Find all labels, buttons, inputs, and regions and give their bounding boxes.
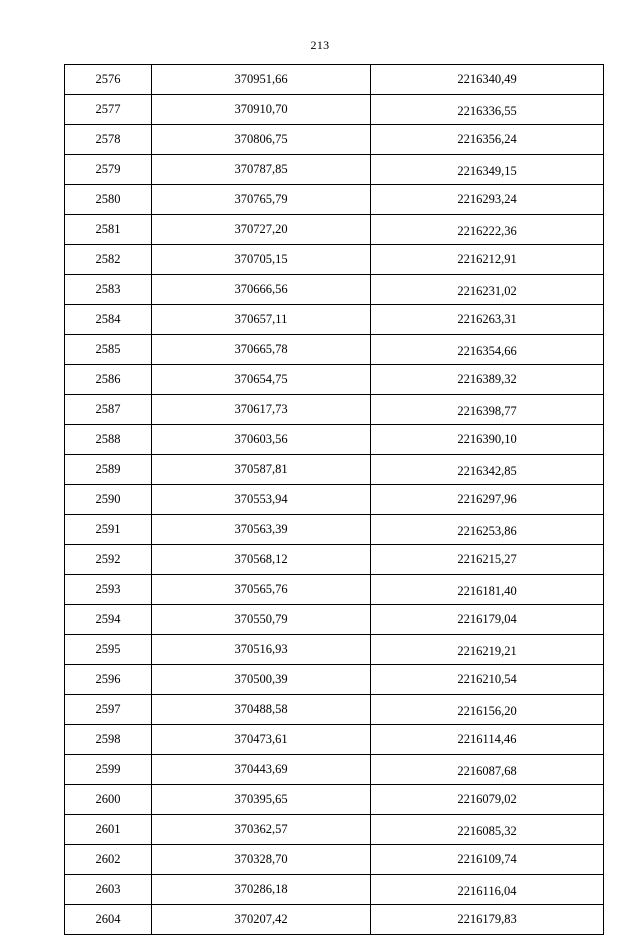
- cell-value-b: 2216389,32: [371, 365, 604, 395]
- cell-value-b: 2216349,15: [371, 157, 604, 187]
- table-row: [65, 545, 604, 575]
- table-row: [65, 305, 604, 335]
- cell-index: 2586: [65, 365, 152, 395]
- cell-value-a: 370328,70: [152, 845, 371, 875]
- cell-value-a: 370666,56: [152, 275, 371, 305]
- cell-value-b: 2216114,46: [371, 725, 604, 755]
- cell-index: 2598: [65, 725, 152, 755]
- cell-value-b: 2216231,02: [371, 277, 604, 307]
- table-row: [65, 275, 604, 305]
- cell-value-a: 370362,57: [152, 815, 371, 845]
- cell-index: 2593: [65, 575, 152, 605]
- cell-index: 2596: [65, 665, 152, 695]
- table-row: [65, 365, 604, 395]
- cell-value-a: 370550,79: [152, 605, 371, 635]
- cell-index: 2576: [65, 65, 152, 95]
- cell-value-a: 370553,94: [152, 485, 371, 515]
- table-body: [65, 65, 604, 935]
- table-row: [65, 695, 604, 725]
- cell-index: 2582: [65, 245, 152, 275]
- cell-value-a: 370488,58: [152, 695, 371, 725]
- cell-value-a: 370500,39: [152, 665, 371, 695]
- cell-value-b: 2216354,66: [371, 337, 604, 367]
- cell-value-a: 370654,75: [152, 365, 371, 395]
- cell-index: 2600: [65, 785, 152, 815]
- table-row: [65, 845, 604, 875]
- coordinates-table: [64, 64, 604, 935]
- cell-index: 2587: [65, 395, 152, 425]
- cell-index: 2584: [65, 305, 152, 335]
- cell-value-a: 370395,65: [152, 785, 371, 815]
- cell-value-b: 2216116,04: [371, 877, 604, 907]
- cell-value-a: 370787,85: [152, 155, 371, 185]
- table-row: [65, 335, 604, 365]
- cell-index: 2577: [65, 95, 152, 125]
- table-row: [65, 215, 604, 245]
- cell-index: 2578: [65, 125, 152, 155]
- table-row: [65, 785, 604, 815]
- table-row: [65, 725, 604, 755]
- cell-index: 2592: [65, 545, 152, 575]
- cell-value-b: 2216293,24: [371, 185, 604, 215]
- table-row: [65, 665, 604, 695]
- cell-value-b: 2216087,68: [371, 757, 604, 787]
- cell-index: 2594: [65, 605, 152, 635]
- cell-index: 2590: [65, 485, 152, 515]
- table-row: [65, 815, 604, 845]
- cell-value-b: 2216219,21: [371, 637, 604, 667]
- cell-index: 2581: [65, 215, 152, 245]
- cell-value-b: 2216109,74: [371, 845, 604, 875]
- table-row: [65, 515, 604, 545]
- cell-index: 2585: [65, 335, 152, 365]
- cell-index: 2599: [65, 755, 152, 785]
- table-row: [65, 875, 604, 905]
- table-row: [65, 425, 604, 455]
- table-row: [65, 125, 604, 155]
- table-row: [65, 395, 604, 425]
- cell-value-a: 370910,70: [152, 95, 371, 125]
- cell-value-a: 370443,69: [152, 755, 371, 785]
- cell-value-a: 370563,39: [152, 515, 371, 545]
- cell-value-b: 2216179,83: [371, 905, 604, 935]
- cell-index: 2595: [65, 635, 152, 665]
- table-row: [65, 155, 604, 185]
- cell-value-b: 2216263,31: [371, 305, 604, 335]
- cell-index: 2589: [65, 455, 152, 485]
- cell-value-b: 2216253,86: [371, 517, 604, 547]
- cell-value-a: 370603,56: [152, 425, 371, 455]
- page-margin-line: [10, 0, 11, 905]
- cell-value-a: 370207,42: [152, 905, 371, 935]
- cell-value-a: 370587,81: [152, 455, 371, 485]
- cell-value-b: 2216340,49: [371, 65, 604, 95]
- cell-value-b: 2216212,91: [371, 245, 604, 275]
- cell-value-a: 370657,11: [152, 305, 371, 335]
- cell-value-b: 2216210,54: [371, 665, 604, 695]
- cell-value-b: 2216085,32: [371, 817, 604, 847]
- table-row: [65, 95, 604, 125]
- table-row: [65, 455, 604, 485]
- cell-index: 2601: [65, 815, 152, 845]
- table-row: [65, 245, 604, 275]
- cell-value-a: 370665,78: [152, 335, 371, 365]
- cell-value-b: 2216356,24: [371, 125, 604, 155]
- cell-value-a: 370765,79: [152, 185, 371, 215]
- cell-value-a: 370568,12: [152, 545, 371, 575]
- cell-value-b: 2216079,02: [371, 785, 604, 815]
- cell-value-a: 370473,61: [152, 725, 371, 755]
- cell-index: 2580: [65, 185, 152, 215]
- cell-index: 2602: [65, 845, 152, 875]
- cell-index: 2583: [65, 275, 152, 305]
- table-row: [65, 485, 604, 515]
- table-row: [65, 575, 604, 605]
- cell-value-b: 2216179,04: [371, 605, 604, 635]
- page-number: 213: [310, 38, 330, 52]
- cell-value-b: 2216156,20: [371, 697, 604, 727]
- cell-index: 2603: [65, 875, 152, 905]
- coordinates-table-container: [64, 64, 576, 935]
- cell-value-b: 2216336,55: [371, 97, 604, 127]
- cell-value-a: 370727,20: [152, 215, 371, 245]
- cell-index: 2579: [65, 155, 152, 185]
- cell-value-a: 370565,76: [152, 575, 371, 605]
- table-row: [65, 635, 604, 665]
- table-row: [65, 905, 604, 935]
- cell-index: 2597: [65, 695, 152, 725]
- cell-value-b: 2216222,36: [371, 217, 604, 247]
- cell-value-a: 370286,18: [152, 875, 371, 905]
- table-row: [65, 605, 604, 635]
- cell-index: 2588: [65, 425, 152, 455]
- cell-value-b: 2216342,85: [371, 457, 604, 487]
- cell-index: 2591: [65, 515, 152, 545]
- cell-value-b: 2216181,40: [371, 577, 604, 607]
- cell-value-a: 370617,73: [152, 395, 371, 425]
- cell-index: 2604: [65, 905, 152, 935]
- cell-value-b: 2216297,96: [371, 485, 604, 515]
- table-row: [65, 185, 604, 215]
- cell-value-a: 370806,75: [152, 125, 371, 155]
- cell-value-a: 370516,93: [152, 635, 371, 665]
- cell-value-b: 2216398,77: [371, 397, 604, 427]
- cell-value-a: 370951,66: [152, 65, 371, 95]
- cell-value-a: 370705,15: [152, 245, 371, 275]
- table-row: [65, 755, 604, 785]
- cell-value-b: 2216390,10: [371, 425, 604, 455]
- cell-value-b: 2216215,27: [371, 545, 604, 575]
- table-row: [65, 65, 604, 95]
